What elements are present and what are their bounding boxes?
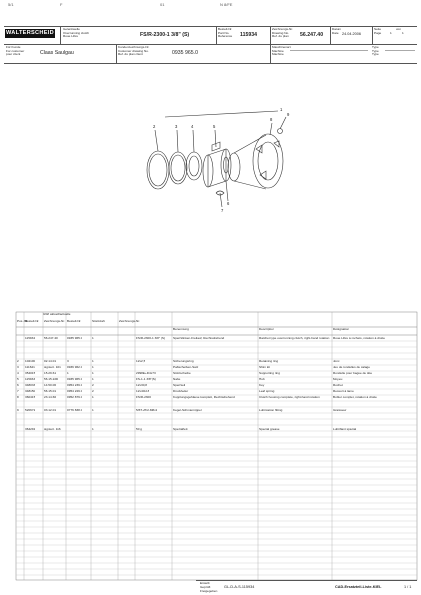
table-cell: 0952 879.0 bbox=[67, 395, 83, 399]
customer-label-2: For customer bbox=[6, 48, 25, 53]
table-cell: Boîtier complet, rotation à droite bbox=[333, 395, 377, 399]
product-label-3: Roue Libre bbox=[63, 34, 79, 38]
table-cell: 4 bbox=[17, 371, 19, 375]
table-cell: 364291 bbox=[25, 427, 36, 431]
top-mark-2: F bbox=[60, 2, 63, 7]
table-cell: 115933 bbox=[25, 377, 36, 381]
customer-label-3: pour client bbox=[6, 52, 21, 56]
table-cell: 0776 838.0 bbox=[67, 408, 83, 412]
table-cell: Spezialfett bbox=[173, 427, 188, 431]
top-mark-4: N 8/FE bbox=[220, 2, 233, 7]
order-no-label-1: Bestell-Nr. bbox=[218, 27, 233, 31]
col-header-quantity: Stückzahl bbox=[92, 319, 106, 323]
table-cell: 1 bbox=[92, 395, 94, 399]
callout-9: 9 bbox=[287, 112, 290, 117]
table-cell: Leaf spring bbox=[259, 389, 275, 393]
table-cell: 1 bbox=[92, 427, 94, 431]
table-group-header: GWI aktuell/actuelle bbox=[43, 312, 71, 316]
footer-code: GL-D-A-S-115934 bbox=[224, 585, 255, 589]
table-cell: 6 bbox=[17, 383, 19, 387]
table-cell: 0935 965.0 bbox=[67, 377, 83, 381]
table-cell: Kegel-Schmiernippel bbox=[173, 408, 202, 412]
customer-value: Claas Saulgau bbox=[40, 50, 74, 56]
table-cell: 5/6T+H/2-M8x1 bbox=[136, 408, 158, 412]
table-cell: 56.15.01 bbox=[44, 389, 57, 393]
callout-2: 2 bbox=[153, 124, 156, 129]
table-cell: Supporting ring bbox=[259, 371, 280, 375]
table-cell: 8 bbox=[17, 395, 19, 399]
callout-1: 1 bbox=[280, 107, 283, 112]
table-cell: 1 bbox=[92, 371, 94, 375]
col-header-order-no: Bestell-Nr. bbox=[25, 319, 40, 323]
table-cell: 15.29.61 bbox=[44, 371, 57, 375]
top-mark-1: 5/1 bbox=[8, 2, 14, 7]
page-label-2: Page bbox=[374, 30, 382, 35]
table-cell: signiert. 101 bbox=[44, 365, 61, 369]
callout-4: 4 bbox=[191, 124, 194, 129]
table-cell: 354015 bbox=[25, 371, 36, 375]
table-cell: 56.247.40 bbox=[44, 336, 58, 340]
table-cell: 14.50.06 bbox=[44, 383, 57, 387]
table-cell: 12x40x16 bbox=[136, 389, 150, 393]
table-cell: 7 bbox=[17, 389, 19, 393]
page-label-1: Seite bbox=[374, 27, 382, 31]
table-cell: 111641 bbox=[25, 365, 35, 369]
table-cell: signiert. 116 bbox=[44, 427, 61, 431]
table-cell: 3 bbox=[17, 365, 19, 369]
customer-label-1: Für Kunde bbox=[6, 45, 21, 49]
product-label-2: Overrunning clutch bbox=[63, 30, 89, 35]
table-cell: 0936 962.0 bbox=[67, 365, 83, 369]
customer-drawing-label-1: Kundenzeichnungs-Nr. bbox=[118, 45, 150, 49]
table-cell: 0954 239.0 bbox=[67, 383, 83, 387]
table-cell: Stützscheibe bbox=[173, 371, 191, 375]
drawing-no-label-3: Ref. du plan bbox=[272, 34, 289, 38]
table-cell: 348033 bbox=[25, 383, 36, 387]
table-cell: Retaining ring bbox=[259, 359, 279, 363]
of-value: 1 bbox=[402, 30, 404, 35]
customer-drawing-label-2: Customer drawing No. bbox=[118, 48, 149, 53]
table-cell: Roue Libre à rochets, rotation à droite bbox=[333, 336, 385, 340]
col-header-drawing-no: Zeichnungs-Nr. bbox=[44, 319, 65, 323]
machine-label-2: Machine bbox=[272, 48, 284, 53]
date-value: 24.04.2006 bbox=[342, 32, 362, 36]
table-cell: 102100 bbox=[25, 359, 36, 363]
footer-released-label: Freigegeben bbox=[200, 589, 218, 593]
table-cell: 12x2,5 bbox=[136, 359, 146, 363]
table-cell: 1 bbox=[92, 336, 94, 340]
company-logo: WALTERSCHEID bbox=[6, 30, 54, 36]
table-cell: 2 bbox=[92, 383, 94, 387]
machine-label-1: Maschinenart bbox=[272, 45, 291, 49]
table-cell: 23.14.66 bbox=[44, 395, 57, 399]
table-cell: FS-1-1 3/8"(S) bbox=[136, 377, 156, 381]
col-header-benennung: Benennung bbox=[173, 327, 189, 331]
col-header-drawing-no-2: Zeichnungs-Nr. bbox=[119, 319, 140, 323]
callout-7: 7 bbox=[221, 208, 224, 213]
table-cell: Shim kit bbox=[259, 365, 271, 369]
order-no-label-2: Part No. bbox=[218, 30, 230, 35]
footer-top-rule bbox=[196, 580, 417, 581]
table-cell: Kupplungsgehäuse komplett, Rechtsdrehend bbox=[173, 395, 235, 399]
table-cell: 2 bbox=[17, 359, 19, 363]
callout-8: 8 bbox=[270, 117, 273, 122]
table-cell: FS/R-2300 bbox=[136, 395, 151, 399]
type-label-1: Type bbox=[372, 45, 379, 49]
footer-checked-label: Geprüft bbox=[200, 585, 211, 589]
table-cell: Druckfeder bbox=[173, 389, 189, 393]
table-cell: Lubrication fitting bbox=[259, 408, 283, 412]
type-label-2: Type bbox=[372, 48, 379, 53]
table-cell: Lubrifiant spécial bbox=[333, 427, 357, 431]
col-header-pos: Pos.-Nr. bbox=[17, 319, 29, 323]
callout-6: 6 bbox=[227, 201, 230, 206]
footer-page-ref: 1 / 1 bbox=[404, 585, 412, 589]
table-cell: 1 bbox=[92, 408, 94, 412]
page-value: 1 bbox=[390, 30, 392, 35]
table-cell: 1 bbox=[92, 359, 94, 363]
table-cell: 360415 bbox=[25, 395, 36, 399]
table-cell: Jonc bbox=[333, 359, 340, 363]
table-cell: Moyeu bbox=[333, 377, 343, 381]
product-label-1: Gelenkwelle bbox=[63, 27, 80, 31]
table-cell: 2998E+D4x73 bbox=[136, 371, 156, 375]
table-cell: 2 bbox=[92, 389, 94, 393]
table-cell: Sicherungsring bbox=[173, 359, 194, 363]
order-no-label-3: Reference bbox=[218, 34, 233, 38]
product-value: FS/R-2300-1 3/8" (S) bbox=[140, 32, 190, 38]
col-header-order-no-2: Bestell-Nr. bbox=[67, 319, 82, 323]
col-header-description: Description bbox=[259, 327, 275, 331]
table-cell: 50 g bbox=[136, 427, 143, 431]
table-cell: Key bbox=[259, 383, 265, 387]
machine-label-3: Machine bbox=[272, 52, 284, 56]
table-cell: Ratchet type overrunning clutch, right-hand rotation bbox=[259, 336, 330, 340]
table-cell: 348150 bbox=[25, 389, 36, 393]
table-cell: 3 bbox=[67, 359, 69, 363]
table-cell: Clutch housing complete, right-hand rotation bbox=[259, 395, 320, 399]
table-cell: Graisseur bbox=[333, 408, 347, 412]
table-cell: 03.12.01 bbox=[44, 408, 57, 412]
of-label: von bbox=[396, 27, 401, 31]
table-cell: Special grease bbox=[259, 427, 280, 431]
customer-drawing-label-3: Ref. du plan client bbox=[118, 52, 143, 56]
table-cell: 56.15.22D bbox=[44, 377, 59, 381]
table-cell: 520672 bbox=[25, 408, 36, 412]
table-cell: Paßscheiben-Satz bbox=[173, 365, 199, 369]
type-label-3: Type bbox=[372, 52, 379, 56]
table-cell: 0954 229.0 bbox=[67, 389, 83, 393]
table-cell: Rondelle pour bague de tête bbox=[333, 371, 373, 375]
footer-title: CAD-Ersatzteil-Liste-KIEL bbox=[335, 585, 382, 589]
table-cell: Ressort à lame bbox=[333, 389, 354, 393]
table-cell: Nabe bbox=[173, 377, 181, 381]
table-cell: Jeu de rondelles de calage bbox=[333, 365, 370, 369]
table-cell: 1 bbox=[92, 377, 94, 381]
date-label-2: Date bbox=[332, 30, 339, 35]
col-header-designation: Désignation bbox=[333, 327, 350, 331]
top-mark-3: 01 bbox=[160, 2, 165, 7]
callout-5: 5 bbox=[213, 124, 216, 129]
drawing-no-label-1: Zeichnungs-Nr. bbox=[272, 27, 293, 31]
table-cell: 1 bbox=[92, 365, 94, 369]
table-cell: Hub bbox=[259, 377, 265, 381]
table-cell: FS/R-2300-1 3/8" (S) bbox=[136, 336, 165, 340]
table-cell: 9 bbox=[17, 408, 19, 412]
table-cell: Sperrkeil bbox=[173, 383, 186, 387]
table-cell: 02.14.01 bbox=[44, 359, 57, 363]
customer-drawing-value: 0935 965.0 bbox=[172, 50, 198, 56]
table-cell: 0935 965.0 bbox=[67, 336, 83, 340]
footer-created-label: Erstellt bbox=[200, 581, 210, 585]
table-cell: 5 bbox=[17, 377, 19, 381]
drawing-no-label-2: Drawing No. bbox=[272, 30, 290, 35]
callout-3: 3 bbox=[175, 124, 178, 129]
table-cell: 115934 bbox=[25, 336, 36, 340]
order-no-value: 115934 bbox=[240, 32, 258, 38]
table-cell: Rochet bbox=[333, 383, 343, 387]
table-cell: 12x30,8 bbox=[136, 383, 148, 387]
table-cell: Sperrklinken-Freilauf, Rechtsdrehend bbox=[173, 336, 225, 340]
table-cell: 1 bbox=[67, 371, 69, 375]
date-label-1: Datum bbox=[332, 27, 342, 31]
drawing-no-value: 56.247.40 bbox=[300, 32, 324, 38]
